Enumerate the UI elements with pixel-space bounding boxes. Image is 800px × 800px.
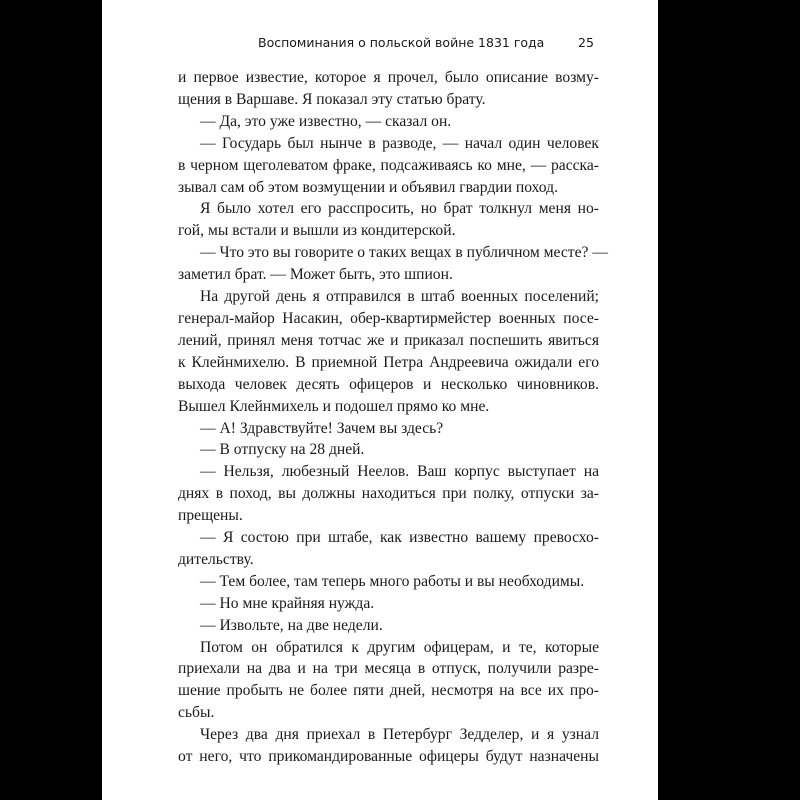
text-line: генерал-майор Насакин, обер-квартирмейстер военных посе- bbox=[178, 309, 599, 327]
text-line: На другой день я отправился в штаб военных поселений; bbox=[200, 288, 599, 306]
text-line: шение пробыть не более пяти дней, несмотря на все их про- bbox=[178, 682, 599, 700]
text-line: и первое известие, которое я прочел, было описание возму- bbox=[178, 69, 599, 86]
text-line: Через два дня приехал в Петербург Зедделер, и я узнал bbox=[200, 726, 599, 744]
text-line: — Нельзя, любезный Неелов. Ваш корпус выступает на bbox=[200, 463, 599, 481]
text-line: — Что это вы говорите о таких вещах в публичном месте? — bbox=[200, 244, 608, 262]
text-line: Вышел Клейнмихель и подошел прямо ко мне. bbox=[178, 397, 490, 415]
left-margin-background bbox=[0, 0, 102, 800]
text-line: к Клейнмихелю. В приемной Петра Андреевича ожидали его bbox=[178, 353, 599, 371]
text-line: заметил брат. — Может быть, это шпион. bbox=[178, 266, 453, 284]
text-line: — Тем более, там теперь много работы и вы необходимы. bbox=[200, 572, 585, 590]
text-line: гой, мы встали и вышли из кондитерской. bbox=[178, 222, 456, 240]
text-line: — Да, это уже известно, — сказал он. bbox=[200, 112, 452, 130]
text-line: сьбы. bbox=[178, 704, 215, 722]
text-line: Я было хотел его расспросить, но брат толкнул меня но- bbox=[200, 200, 599, 218]
text-line: от него, что прикомандированные офицеры будут назначены bbox=[178, 748, 599, 766]
text-line: зывал сам об этом возмущении и объявил гвардии поход. bbox=[178, 178, 558, 196]
text-line: Потом он обратился к другим офицерам, и те, которые bbox=[200, 638, 599, 656]
book-page bbox=[102, 0, 658, 800]
text-line: щения в Варшаве. Я показал эту статью брату. bbox=[178, 90, 486, 108]
text-line: — А! Здравствуйте! Зачем вы здесь? bbox=[200, 419, 444, 437]
text-line: — Государь был нынче в разводе, — начал один человек bbox=[200, 134, 599, 152]
text-line: — Я состою при штабе, как известно вашему превосхо- bbox=[200, 529, 599, 547]
text-line: — В отпуску на 28 дней. bbox=[200, 441, 365, 459]
text-line: выхода человек десять офицеров и несколько чиновников. bbox=[178, 375, 599, 393]
running-head-title: Воспоминания о польской войне 1831 года bbox=[258, 35, 545, 50]
text-line: днях в поход, вы должны находиться при полку, отпуски за- bbox=[178, 485, 599, 503]
page-number: 25 bbox=[578, 35, 594, 50]
body-text bbox=[178, 67, 608, 768]
text-line: дительству. bbox=[178, 550, 254, 568]
text-line: — Но мне крайняя нужда. bbox=[200, 594, 375, 612]
text-line: прещены. bbox=[178, 507, 243, 525]
right-margin-background bbox=[658, 0, 800, 800]
text-line: приехали на два и на три месяца в отпуск, получили разре- bbox=[178, 660, 599, 678]
text-line: в черном щеголеватом фраке, подсаживаясь ко мне, — расска- bbox=[178, 156, 599, 174]
text-line: — Извольте, на две недели. bbox=[200, 616, 383, 634]
text-line: лений, принял меня тотчас же и приказал поспешить явиться bbox=[178, 331, 599, 349]
